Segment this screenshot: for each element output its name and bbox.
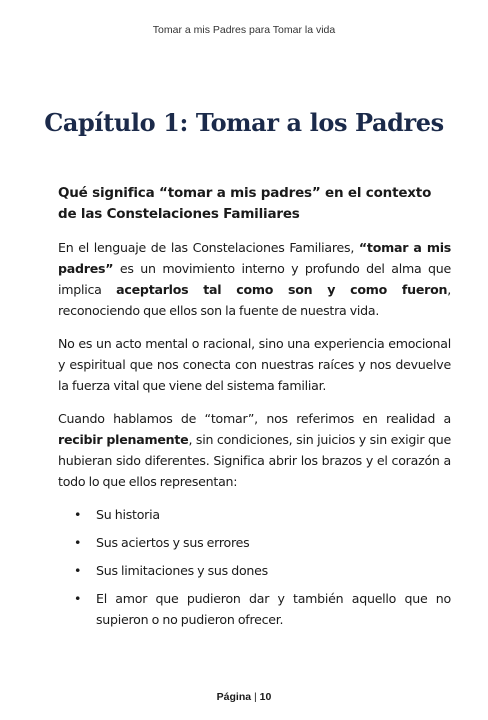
- paragraph-3: [58, 408, 451, 492]
- bullet-icon: •: [74, 591, 82, 606]
- page-number: 10: [259, 691, 272, 703]
- paragraph-3-text-2: , sin condiciones, sin juicios y sin exigir que hubieran sido diferentes. Significa abrir los brazos y el corazón a todo lo que ellos representan:: [58, 432, 451, 489]
- paragraph-2: [58, 333, 451, 396]
- paragraph-2-text-1: No es un acto mental o racional, sino una experiencia emocional y espiritual que nos conecta con nuestras raíces y nos devuelve la fuerza vital que viene del sistema familiar.: [58, 336, 451, 393]
- page-footer: [0, 691, 488, 703]
- list-item: [58, 532, 451, 553]
- paragraph-1: [58, 237, 451, 321]
- list-item: [58, 588, 451, 630]
- paragraph-3-bold-1: recibir plenamente: [58, 432, 189, 447]
- bullet-list: [58, 504, 451, 630]
- bullet-icon: •: [74, 507, 82, 522]
- page-content: [58, 183, 451, 637]
- list-item-text: Su historia: [96, 507, 160, 522]
- list-item: [58, 560, 451, 581]
- page-separator: |: [251, 691, 260, 703]
- paragraph-3-text-1: Cuando hablamos de “tomar”, nos referimos en realidad a: [58, 411, 451, 426]
- paragraph-1-bold-2: aceptarlos tal como son y como fueron: [116, 282, 448, 297]
- paragraph-1-text-3: , reconociendo que ellos son la fuente de nuestra vida.: [58, 282, 452, 318]
- list-item-text: Sus aciertos y sus errores: [96, 535, 250, 550]
- paragraph-1-text-1: En el lenguaje de las Constelaciones Familiares,: [58, 240, 359, 255]
- section-heading: Qué significa “tomar a mis padres” en el contexto de las Constelaciones Familiares: [58, 185, 432, 222]
- list-item: [58, 504, 451, 525]
- running-header: Tomar a mis Padres para Tomar la vida: [152, 24, 336, 36]
- list-item-text: Sus limitaciones y sus dones: [96, 563, 268, 578]
- list-item-text: El amor que pudieron dar y también aquello que no supieron o no pudieron ofrecer.: [96, 591, 451, 627]
- bullet-icon: •: [74, 535, 82, 550]
- paragraph-1-text-2: es un movimiento interno y profundo del alma que implica: [58, 261, 451, 297]
- page-label: Página: [216, 691, 252, 703]
- bullet-icon: •: [74, 563, 82, 578]
- paragraph-1-bold-1: “tomar a mis padres”: [58, 240, 452, 276]
- chapter-title: Capítulo 1: Tomar a los Padres: [44, 108, 444, 137]
